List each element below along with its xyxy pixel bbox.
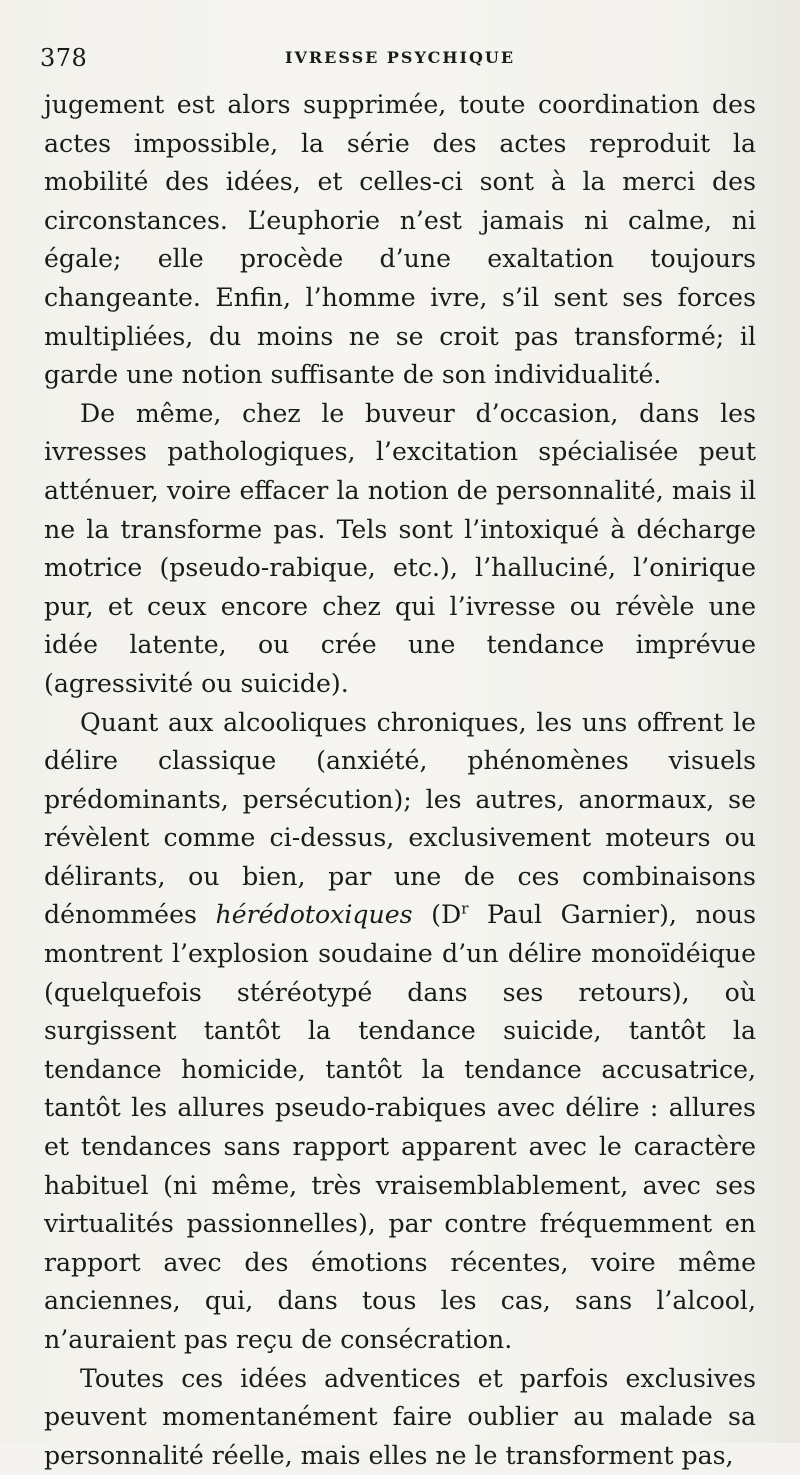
superscript: r <box>461 900 469 919</box>
page-number: 378 <box>40 44 88 72</box>
paragraph-3-text-a: Quant aux alcooliques chroniques, les uns offrent le délire classique (anxiété, phénomènes visuels prédominants, persécution); les autres, anormaux, se révèlent comme ci-dessus, exclusivement moteurs ou délirants, ou bien, par une de ces combinaisons dénommées <box>44 707 756 930</box>
page-header <box>40 38 756 86</box>
paragraph-3-text-b: (D <box>412 900 462 930</box>
italic-term: hérédotoxiques <box>215 900 413 930</box>
paragraph-3 <box>44 704 756 1360</box>
paragraph-4: Toutes ces idées adventices et parfois exclusives peuvent momentanément faire oublier au malade sa personnalité réelle, mais elles ne le transforment pas, <box>44 1363 756 1470</box>
body-text <box>44 86 756 1475</box>
paragraph-3-text-c: Paul Garnier), nous montrent l’explosion soudaine d’un délire monoïdéique (quelquefois stéréotypé dans ses retours), où surgissent tantôt la tendance suicide, tantôt la tendance homicide, tantôt la tendance accusatrice, tantôt les allures pseudo-rabiques avec délire : allures et tendances sans rapport apparent avec le caractère habituel (ni même, très vraisemblablement, avec ses virtualités passionnelles), par contre fréquemment en rapport avec des émotions récentes, voire même anciennes, qui, dans tous les cas, sans l’alcool, n’auraient pas reçu de consécration. <box>44 900 756 1354</box>
paragraph-2: De même, chez le buveur d’occasion, dans les ivresses pathologiques, l’excitation spécialisée peut atténuer, voire effacer la notion de personnalité, mais il ne la transforme pas. Tels sont l’intoxiqué à décharge motrice (pseudo-rabique, etc.), l’halluciné, l’onirique pur, et ceux encore chez qui l’ivresse ou révèle une idée latente, ou crée une tendance imprévue (agressivité ou suicide). <box>44 398 756 698</box>
running-head: IVRESSE PSYCHIQUE <box>284 48 516 67</box>
paragraph-1: jugement est alors supprimée, toute coordination des actes impossible, la série des actes reproduit la mobilité des idées, et celles-ci sont à la merci des circonstances. L’euphorie n’est jamais ni calme, ni égale; elle procède d’une exaltation toujours changeante. Enfin, l’homme ivre, s’il sent ses forces multipliées, du moins ne se croit pas transformé; il garde une notion suffisante de son individualité. <box>44 90 756 390</box>
